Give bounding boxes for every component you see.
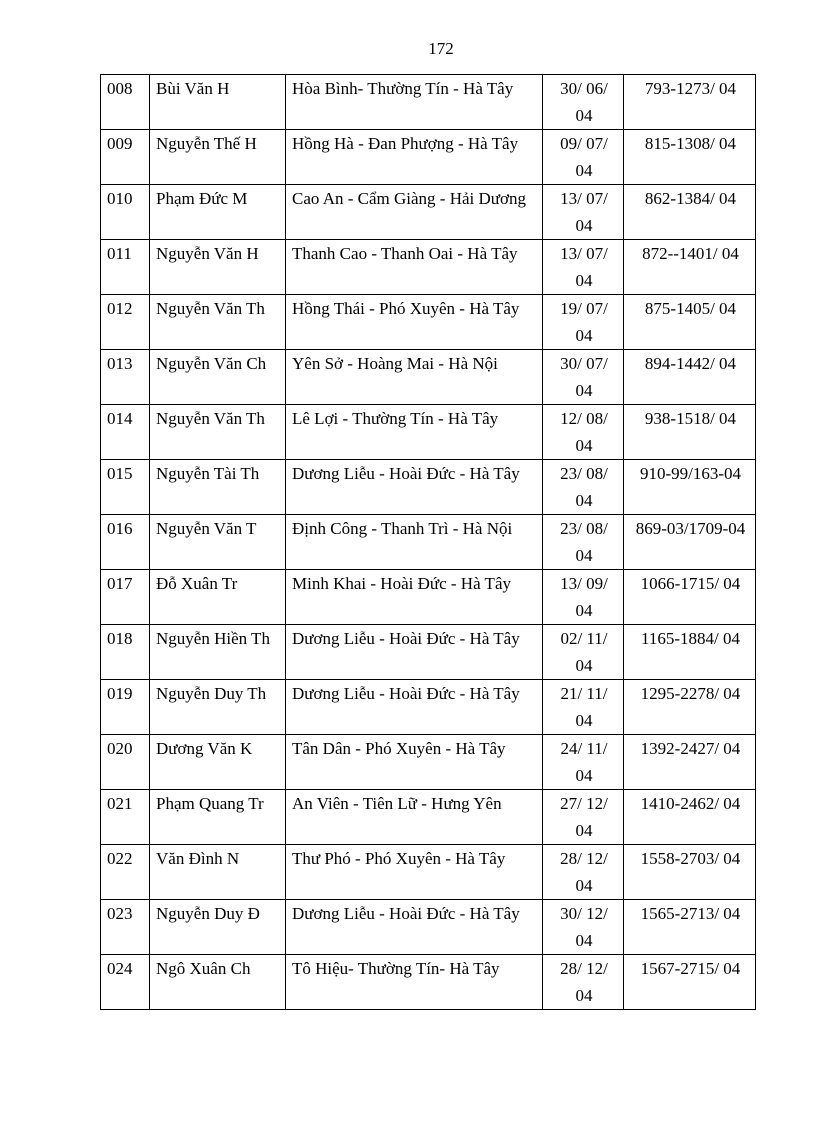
record-code-cell: 1295-2278/ 04 [624,680,756,735]
date-year: 04 [575,656,593,675]
table-row [101,350,756,405]
date-cell [543,405,624,460]
patient-name-cell: Nguyễn Thế H [150,130,286,185]
date-cell [543,515,624,570]
date-year: 04 [575,436,593,455]
address-cell: An Viên - Tiên Lữ - Hưng Yên [286,790,543,845]
records-table [100,74,756,1010]
record-code-cell: 875-1405/ 04 [624,295,756,350]
address-cell: Cao An - Cẩm Giàng - Hải Dương [286,185,543,240]
date-year: 04 [575,161,593,180]
record-number-cell: 022 [101,845,150,900]
record-number-cell: 021 [101,790,150,845]
address-cell: Thanh Cao - Thanh Oai - Hà Tây [286,240,543,295]
table-row [101,240,756,295]
address-cell: Lê Lợi - Thường Tín - Hà Tây [286,405,543,460]
date-day-month: 28/ 12/ [560,959,608,978]
date-cell [543,130,624,185]
address-cell: Dương Liễu - Hoài Đức - Hà Tây [286,460,543,515]
address-cell: Dương Liễu - Hoài Đức - Hà Tây [286,680,543,735]
date-day-month: 24/ 11/ [560,739,608,758]
patient-name-cell: Phạm Đức M [150,185,286,240]
table-row [101,570,756,625]
date-day-month: 21/ 11/ [560,684,608,703]
address-cell: Tô Hiệu- Thường Tín- Hà Tây [286,955,543,1010]
date-year: 04 [575,381,593,400]
record-number-cell: 008 [101,75,150,130]
table-row [101,405,756,460]
address-cell: Minh Khai - Hoài Đức - Hà Tây [286,570,543,625]
table-row [101,75,756,130]
date-cell [543,460,624,515]
patient-name-cell: Văn Đình N [150,845,286,900]
record-number-cell: 009 [101,130,150,185]
date-day-month: 28/ 12/ [560,849,608,868]
date-day-month: 13/ 09/ [560,574,608,593]
date-cell [543,955,624,1010]
date-year: 04 [575,326,593,345]
record-code-cell: 869-03/1709-04 [624,515,756,570]
table-row [101,900,756,955]
record-code-cell: 1165-1884/ 04 [624,625,756,680]
table-row [101,955,756,1010]
date-day-month: 30/ 12/ [560,904,608,923]
record-number-cell: 012 [101,295,150,350]
date-year: 04 [575,491,593,510]
record-number-cell: 017 [101,570,150,625]
record-code-cell: 1567-2715/ 04 [624,955,756,1010]
address-cell: Định Công - Thanh Trì - Hà Nội [286,515,543,570]
record-code-cell: 872--1401/ 04 [624,240,756,295]
date-year: 04 [575,106,593,125]
date-day-month: 30/ 07/ [560,354,608,373]
date-day-month: 13/ 07/ [560,189,608,208]
date-day-month: 23/ 08/ [560,464,608,483]
date-cell [543,570,624,625]
date-day-month: 23/ 08/ [560,519,608,538]
date-cell [543,900,624,955]
address-cell: Dương Liễu - Hoài Đức - Hà Tây [286,625,543,680]
address-cell: Hòa Bình- Thường Tín - Hà Tây [286,75,543,130]
table-row [101,185,756,240]
date-year: 04 [575,601,593,620]
patient-name-cell: Nguyễn Duy Đ [150,900,286,955]
date-day-month: 02/ 11/ [560,629,608,648]
record-code-cell: 1066-1715/ 04 [624,570,756,625]
record-number-cell: 010 [101,185,150,240]
record-code-cell: 894-1442/ 04 [624,350,756,405]
date-year: 04 [575,821,593,840]
table-row [101,460,756,515]
record-number-cell: 016 [101,515,150,570]
record-code-cell: 1392-2427/ 04 [624,735,756,790]
address-cell: Hồng Hà - Đan Phượng - Hà Tây [286,130,543,185]
patient-name-cell: Nguyễn Văn Ch [150,350,286,405]
date-cell [543,845,624,900]
record-number-cell: 024 [101,955,150,1010]
address-cell: Yên Sở - Hoàng Mai - Hà Nội [286,350,543,405]
date-cell [543,75,624,130]
patient-name-cell: Nguyễn Văn Th [150,295,286,350]
record-number-cell: 011 [101,240,150,295]
date-day-month: 09/ 07/ [560,134,608,153]
table-row [101,130,756,185]
address-cell: Thư Phó - Phó Xuyên - Hà Tây [286,845,543,900]
date-cell [543,735,624,790]
date-year: 04 [575,876,593,895]
patient-name-cell: Bùi Văn H [150,75,286,130]
date-year: 04 [575,546,593,565]
patient-name-cell: Nguyễn Hiền Th [150,625,286,680]
page-number: 172 [428,39,454,58]
date-cell [543,350,624,405]
record-code-cell: 1410-2462/ 04 [624,790,756,845]
table-row [101,845,756,900]
patient-name-cell: Dương Văn K [150,735,286,790]
record-number-cell: 013 [101,350,150,405]
record-code-cell: 938-1518/ 04 [624,405,756,460]
patient-name-cell: Phạm Quang Tr [150,790,286,845]
patient-name-cell: Đỗ Xuân Tr [150,570,286,625]
date-cell [543,625,624,680]
patient-name-cell: Ngô Xuân Ch [150,955,286,1010]
date-day-month: 30/ 06/ [560,79,608,98]
patient-name-cell: Nguyễn Văn Th [150,405,286,460]
record-code-cell: 1558-2703/ 04 [624,845,756,900]
record-number-cell: 023 [101,900,150,955]
table-row [101,295,756,350]
record-number-cell: 018 [101,625,150,680]
record-code-cell: 1565-2713/ 04 [624,900,756,955]
date-year: 04 [575,711,593,730]
date-day-month: 13/ 07/ [560,244,608,263]
date-year: 04 [575,271,593,290]
date-cell [543,240,624,295]
patient-name-cell: Nguyễn Duy Th [150,680,286,735]
date-cell [543,295,624,350]
address-cell: Dương Liễu - Hoài Đức - Hà Tây [286,900,543,955]
record-number-cell: 020 [101,735,150,790]
table-row [101,515,756,570]
record-number-cell: 015 [101,460,150,515]
date-year: 04 [575,931,593,950]
date-cell [543,680,624,735]
record-code-cell: 793-1273/ 04 [624,75,756,130]
record-code-cell: 862-1384/ 04 [624,185,756,240]
date-year: 04 [575,766,593,785]
record-code-cell: 910-99/163-04 [624,460,756,515]
patient-name-cell: Nguyễn Tài Th [150,460,286,515]
date-day-month: 19/ 07/ [560,299,608,318]
record-number-cell: 019 [101,680,150,735]
date-cell [543,790,624,845]
patient-name-cell: Nguyễn Văn H [150,240,286,295]
table-row [101,790,756,845]
date-year: 04 [575,986,593,1005]
table-row [101,680,756,735]
date-year: 04 [575,216,593,235]
record-code-cell: 815-1308/ 04 [624,130,756,185]
address-cell: Hồng Thái - Phó Xuyên - Hà Tây [286,295,543,350]
date-day-month: 12/ 08/ [560,409,608,428]
patient-name-cell: Nguyễn Văn T [150,515,286,570]
records-table-body [101,75,756,1010]
address-cell: Tân Dân - Phó Xuyên - Hà Tây [286,735,543,790]
table-row [101,735,756,790]
date-day-month: 27/ 12/ [560,794,608,813]
table-row [101,625,756,680]
record-number-cell: 014 [101,405,150,460]
date-cell [543,185,624,240]
